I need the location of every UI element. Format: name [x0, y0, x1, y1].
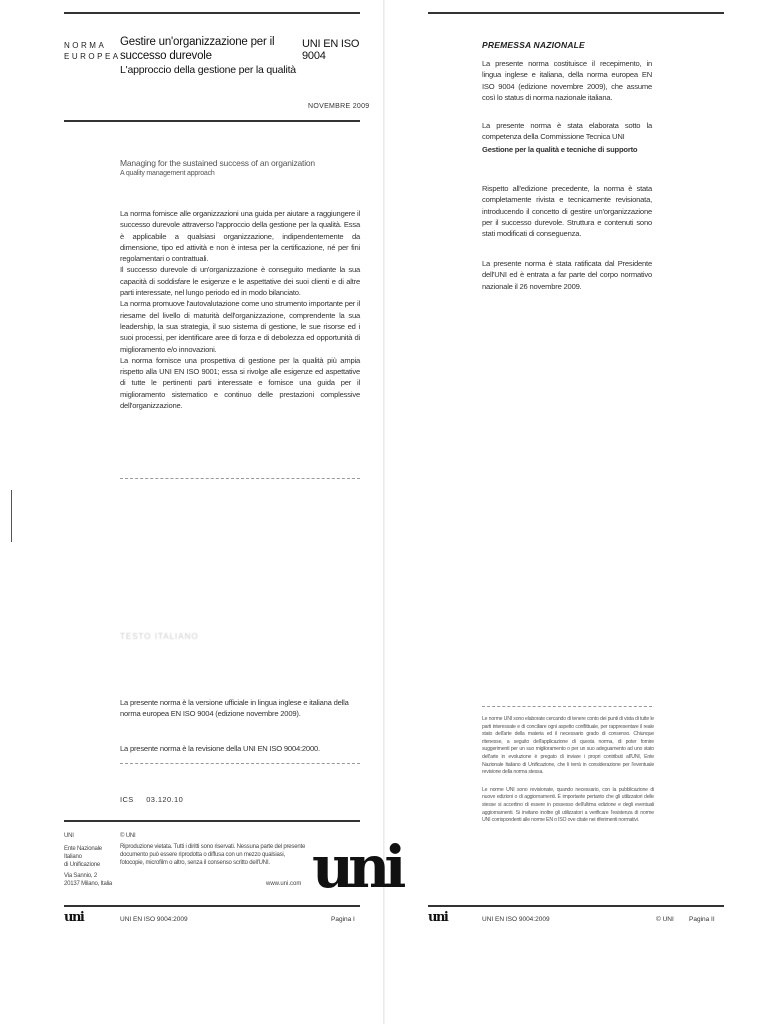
- copyright-notice: © UNI Riproduzione vietata. Tutti i diritti sono riservati. Nessuna parte del presente documento può essere riprodotta o diffusa con un mezzo qualsiasi, fotocopie, microfilm o altro, senza il consenso scritto dell'UNI.: [120, 833, 306, 866]
- footer-rule: [64, 905, 360, 907]
- publication-date: NOVEMBRE 2009: [308, 103, 370, 110]
- right-page: [384, 0, 768, 1024]
- footer-copyright: © UNI: [656, 916, 674, 923]
- ics-classification: ICS 03.120.10: [120, 795, 184, 804]
- notes-divider: [120, 763, 360, 764]
- premessa-paragraph: La presente norma costituisce il recepimento, in lingua inglese e italiana, della norma europea EN ISO 9004 (edizione novembre 2009), che assume così lo status di norma nazionale italiana.: [482, 59, 652, 102]
- footer-top-rule: [64, 820, 360, 822]
- organization-address: UNI Ente Nazionale Italiano di Unificazione Via Sannio, 2 20137 Milano, Italia: [64, 833, 113, 887]
- page-number: Pagina II: [689, 916, 715, 923]
- premessa-paragraph: La presente norma è stata ratificata dal Presidente dell'UNI ed è entrata a far parte del corpo normativo nazionale il 26 novembre 2009.: [482, 259, 652, 291]
- footer-rule: [428, 905, 724, 907]
- header-rule: [64, 120, 360, 122]
- notes-divider: [482, 706, 652, 707]
- premessa-paragraph: Rispetto all'edizione precedente, la norma è stata completamente rivista e tecnicamente revisionata, introducendo il concetto di gestire un'organizzazione per il successo durevole. Struttura e contenuti sono stati modificati di conseguenza.: [482, 184, 652, 239]
- abstract-paragraph: La norma promuove l'autovalutazione come uno strumento importante per il riesame del livello di maturità dell'organizzazione, comprendente la sua leadership, la sua strategia, il suo sistema di gestione, le sue risorse ed i suoi processi, per identificare aree di forza e di debolezza ed opportunità di miglioramento e/o innovazioni.: [120, 299, 360, 354]
- faded-watermark-text: TESTO ITALIANO: [120, 632, 199, 641]
- disclaimer-text: Le norme UNI sono elaborate cercando di tenere conto dei punti di vista di tutte le parti interessate e di conciliare ogni aspetto conflittuale, per rappresentare il reale stato dell'arte della materia ed il necessario grado di consenso. Chiunque ritenesse, a seguito dell'applicazione di questa norma, di poter fornire suggerimenti per un suo miglioramento o per un suo adeguamento ad uno stato dell'arte in evoluzione è pregato di inviare i propri contributi all'UNI, Ente Nazionale Italiano di Unificazione, che li terrà in considerazione per l'eventuale revisione della norma stessa. Le norme UNI sono revisionate, quando necessario, con la pubblicazione di nuove edizioni o di aggiornamenti. È importante pertanto che gli utilizzatori delle stesse si accertino di essere in possesso dell'ultima edizione e degli eventuali aggiornamenti. Si invitano inoltre gli utilizzatori a verificare l'esistenza di norme UNI corrispondenti alle norme EN o ISO ove citate nei riferimenti normativi.: [482, 716, 654, 824]
- page-title: Gestire un'organizzazione per il successo durevole L'approccio della gestione per la qualità: [120, 36, 296, 76]
- revision-note: La presente norma è la revisione della UNI EN ISO 9004:2000.: [120, 744, 320, 753]
- abstract-text: [120, 208, 360, 411]
- footer-code: UNI EN ISO 9004:2009: [120, 916, 188, 923]
- premessa-paragraph: La presente norma è stata elaborata sotto la competenza della Commissione Tecnica UNI Gestione per la qualità e tecniche di supporto: [482, 121, 652, 154]
- abstract-paragraph: La norma fornisce alle organizzazioni una guida per aiutare a raggiungere il successo durevole attraverso l'approccio della gestione per la qualità. Essa è applicabile a qualsiasi organizzazione, indipendentemente da dimensione, tipo ed attività e non è intesa per la certificazione, né per fini regolamentari o contrattuali.: [120, 209, 360, 264]
- top-rule: [428, 12, 724, 14]
- commission-name: Gestione per la qualità e tecniche di supporto: [482, 144, 638, 154]
- abstract-divider: [120, 478, 360, 479]
- english-title: Managing for the sustained success of an organization A quality management approach: [120, 158, 315, 177]
- official-version-note: La presente norma è la versione ufficiale in lingua inglese e italiana della norma europea EN ISO 9004 (edizione novembre 2009).: [120, 698, 349, 719]
- abstract-paragraph: Il successo durevole di un'organizzazione è conseguito mediante la sua capacità di soddisfare le esigenze e le aspettative dei suoi clienti e di altre parti interessate, nel lungo periodo ed in modo bilanciato.: [120, 265, 360, 298]
- uni-footer-logo: uni: [64, 910, 84, 925]
- margin-mark: [11, 490, 12, 542]
- top-rule: [64, 12, 360, 14]
- section-heading: PREMESSA NAZIONALE: [482, 40, 585, 50]
- footer-code: UNI EN ISO 9004:2009: [482, 916, 550, 923]
- norma-europea-label: NORMA EUROPEA: [64, 41, 121, 61]
- page-number: Pagina I: [331, 916, 355, 923]
- uni-footer-logo: uni: [428, 910, 448, 925]
- uni-logo: uni: [312, 833, 401, 901]
- abstract-paragraph: La norma fornisce una prospettiva di gestione per la qualità più ampia rispetto alla UNI EN ISO 9001; essa si rivolge alle esigenze ed aspettative di tutte le pertinenti parti interessate e fornisce una guida per il miglioramento sistematico e continuo delle prestazioni complessive dell'organizzazione.: [120, 355, 360, 411]
- standard-code: UNI EN ISO 9004: [302, 38, 360, 62]
- website-link[interactable]: www.uni.com: [266, 881, 302, 887]
